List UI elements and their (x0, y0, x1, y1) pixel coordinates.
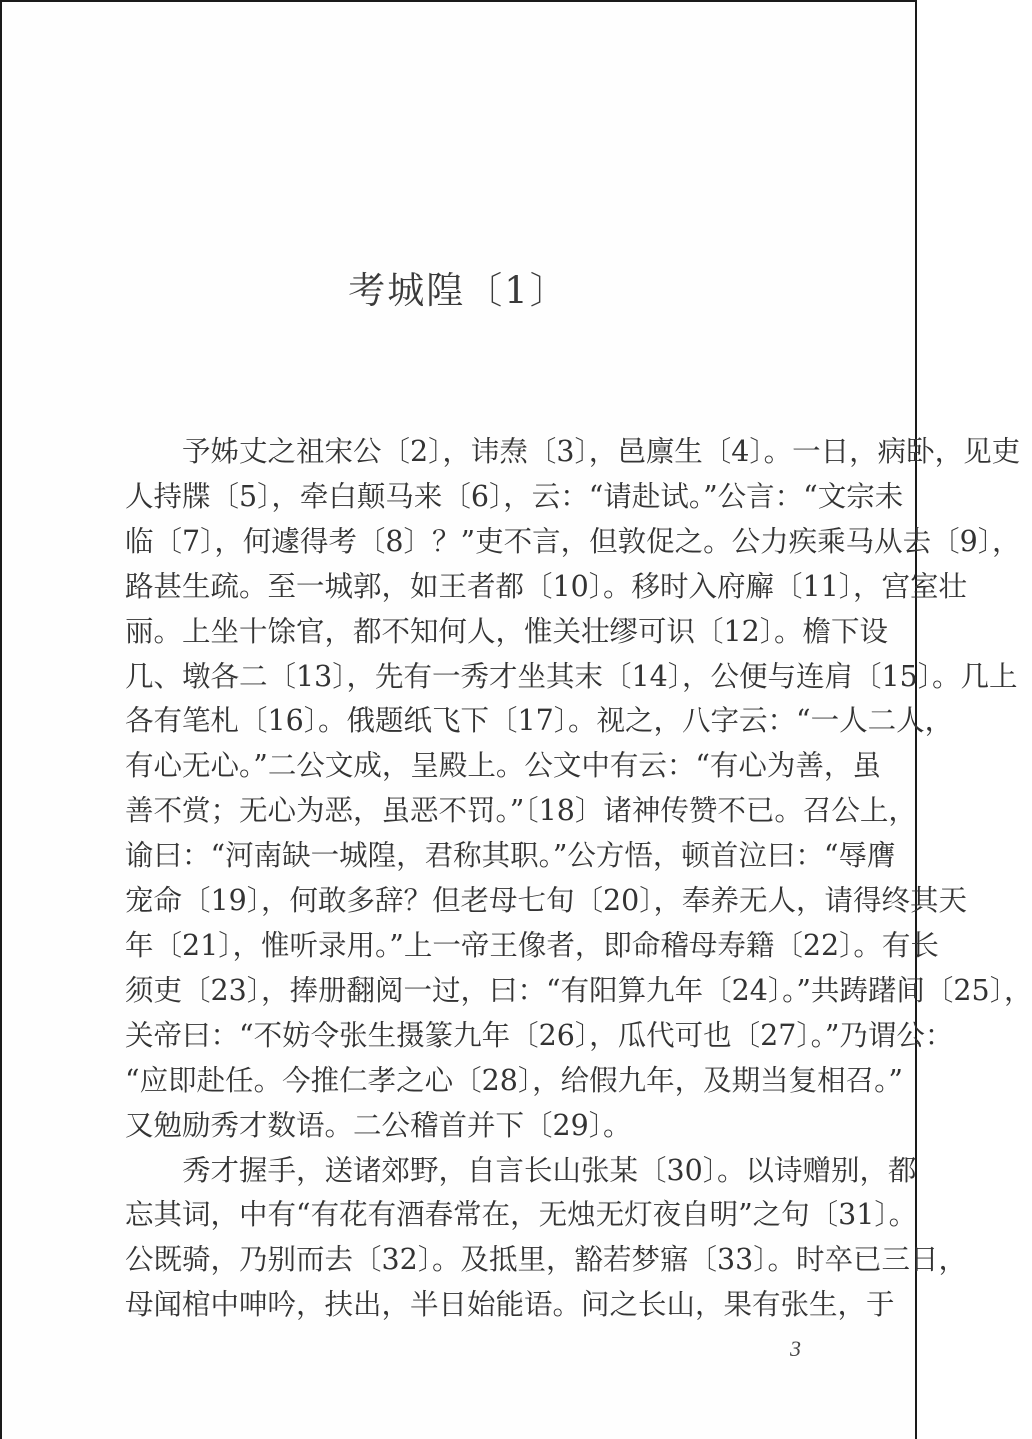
text-line: 各有笔札〔16〕。俄题纸飞下〔17〕。视之，八字云：“一人二人， (125, 704, 954, 738)
text-line: 谕曰：“河南缺一城隍，君称其职。”公方悟，顿首泣曰：“辱膺 (125, 839, 896, 873)
text-line: 年〔21〕，惟听录用。”上一帝王像者，即命稽母寿籍〔22〕。有长 (125, 928, 939, 962)
text-line: 予姊丈之祖宋公〔2〕，讳焘〔3〕，邑廪生〔4〕。一日，病卧，见吏 (125, 435, 1021, 468)
text-line: 善不赏；无心为恶，虽恶不罚。”〔18〕诸神传赞不已。召公上， (125, 794, 917, 828)
text-line: 临〔7〕，何遽得考〔8〕？”吏不言，但敦促之。公力疾乘马从去〔9〕， (125, 524, 1021, 558)
text-line: 有心无心。”二公文成，呈殿上。公文中有云：“有心为善，虽 (125, 749, 881, 783)
page-number: 3 (790, 1336, 801, 1361)
text-line: 又勉励秀才数语。二公稽首并下〔29〕。 (125, 1108, 632, 1142)
text-line: 忘其词，中有“有花有酒春常在，无烛无灯夜自明”之句〔31〕。 (125, 1198, 918, 1232)
text-line: 几、墩各二〔13〕，先有一秀才坐其末〔14〕，公便与连肩〔15〕。几上 (125, 659, 1018, 693)
text-line: 人持牒〔5〕，牵白颠马来〔6〕，云：“请赴试。”公言：“文宗未 (125, 479, 904, 513)
text-line: 秀才握手，送诸郊野，自言长山张某〔30〕。以诗赠别，都 (125, 1153, 917, 1187)
text-line: 路甚生疏。至一城郭，如王者都〔10〕。移时入府廨〔11〕，宫室壮 (125, 569, 968, 603)
text-line: 丽。上坐十馀官，都不知何人，惟关壮缪可识〔12〕。檐下设 (125, 614, 889, 648)
text-line: 宠命〔19〕，何敢多辞？但老母七旬〔20〕，奉养无人，请得终其天 (125, 884, 968, 918)
body-text (125, 430, 1032, 1328)
text-line: 母闻棺中呻吟，扶出，半日始能语。问之长山，果有张生，于 (125, 1288, 895, 1322)
chapter-title: 考城隍〔1〕 (348, 269, 569, 312)
text-line: 关帝曰：“不妨令张生摄篆九年〔26〕，瓜代可也〔27〕。”乃谓公： (125, 1018, 954, 1052)
text-line: 公既骑，乃别而去〔32〕。及抵里，豁若梦寤〔33〕。时卒已三日， (125, 1243, 968, 1277)
text-line: 须吏〔23〕，捧册翻阅一过，曰：“有阳算九年〔24〕。”共踌躇间〔25〕， (125, 973, 1032, 1007)
text-line: “应即赴任。今推仁孝之心〔28〕，给假九年，及期当复相召。” (125, 1063, 903, 1097)
